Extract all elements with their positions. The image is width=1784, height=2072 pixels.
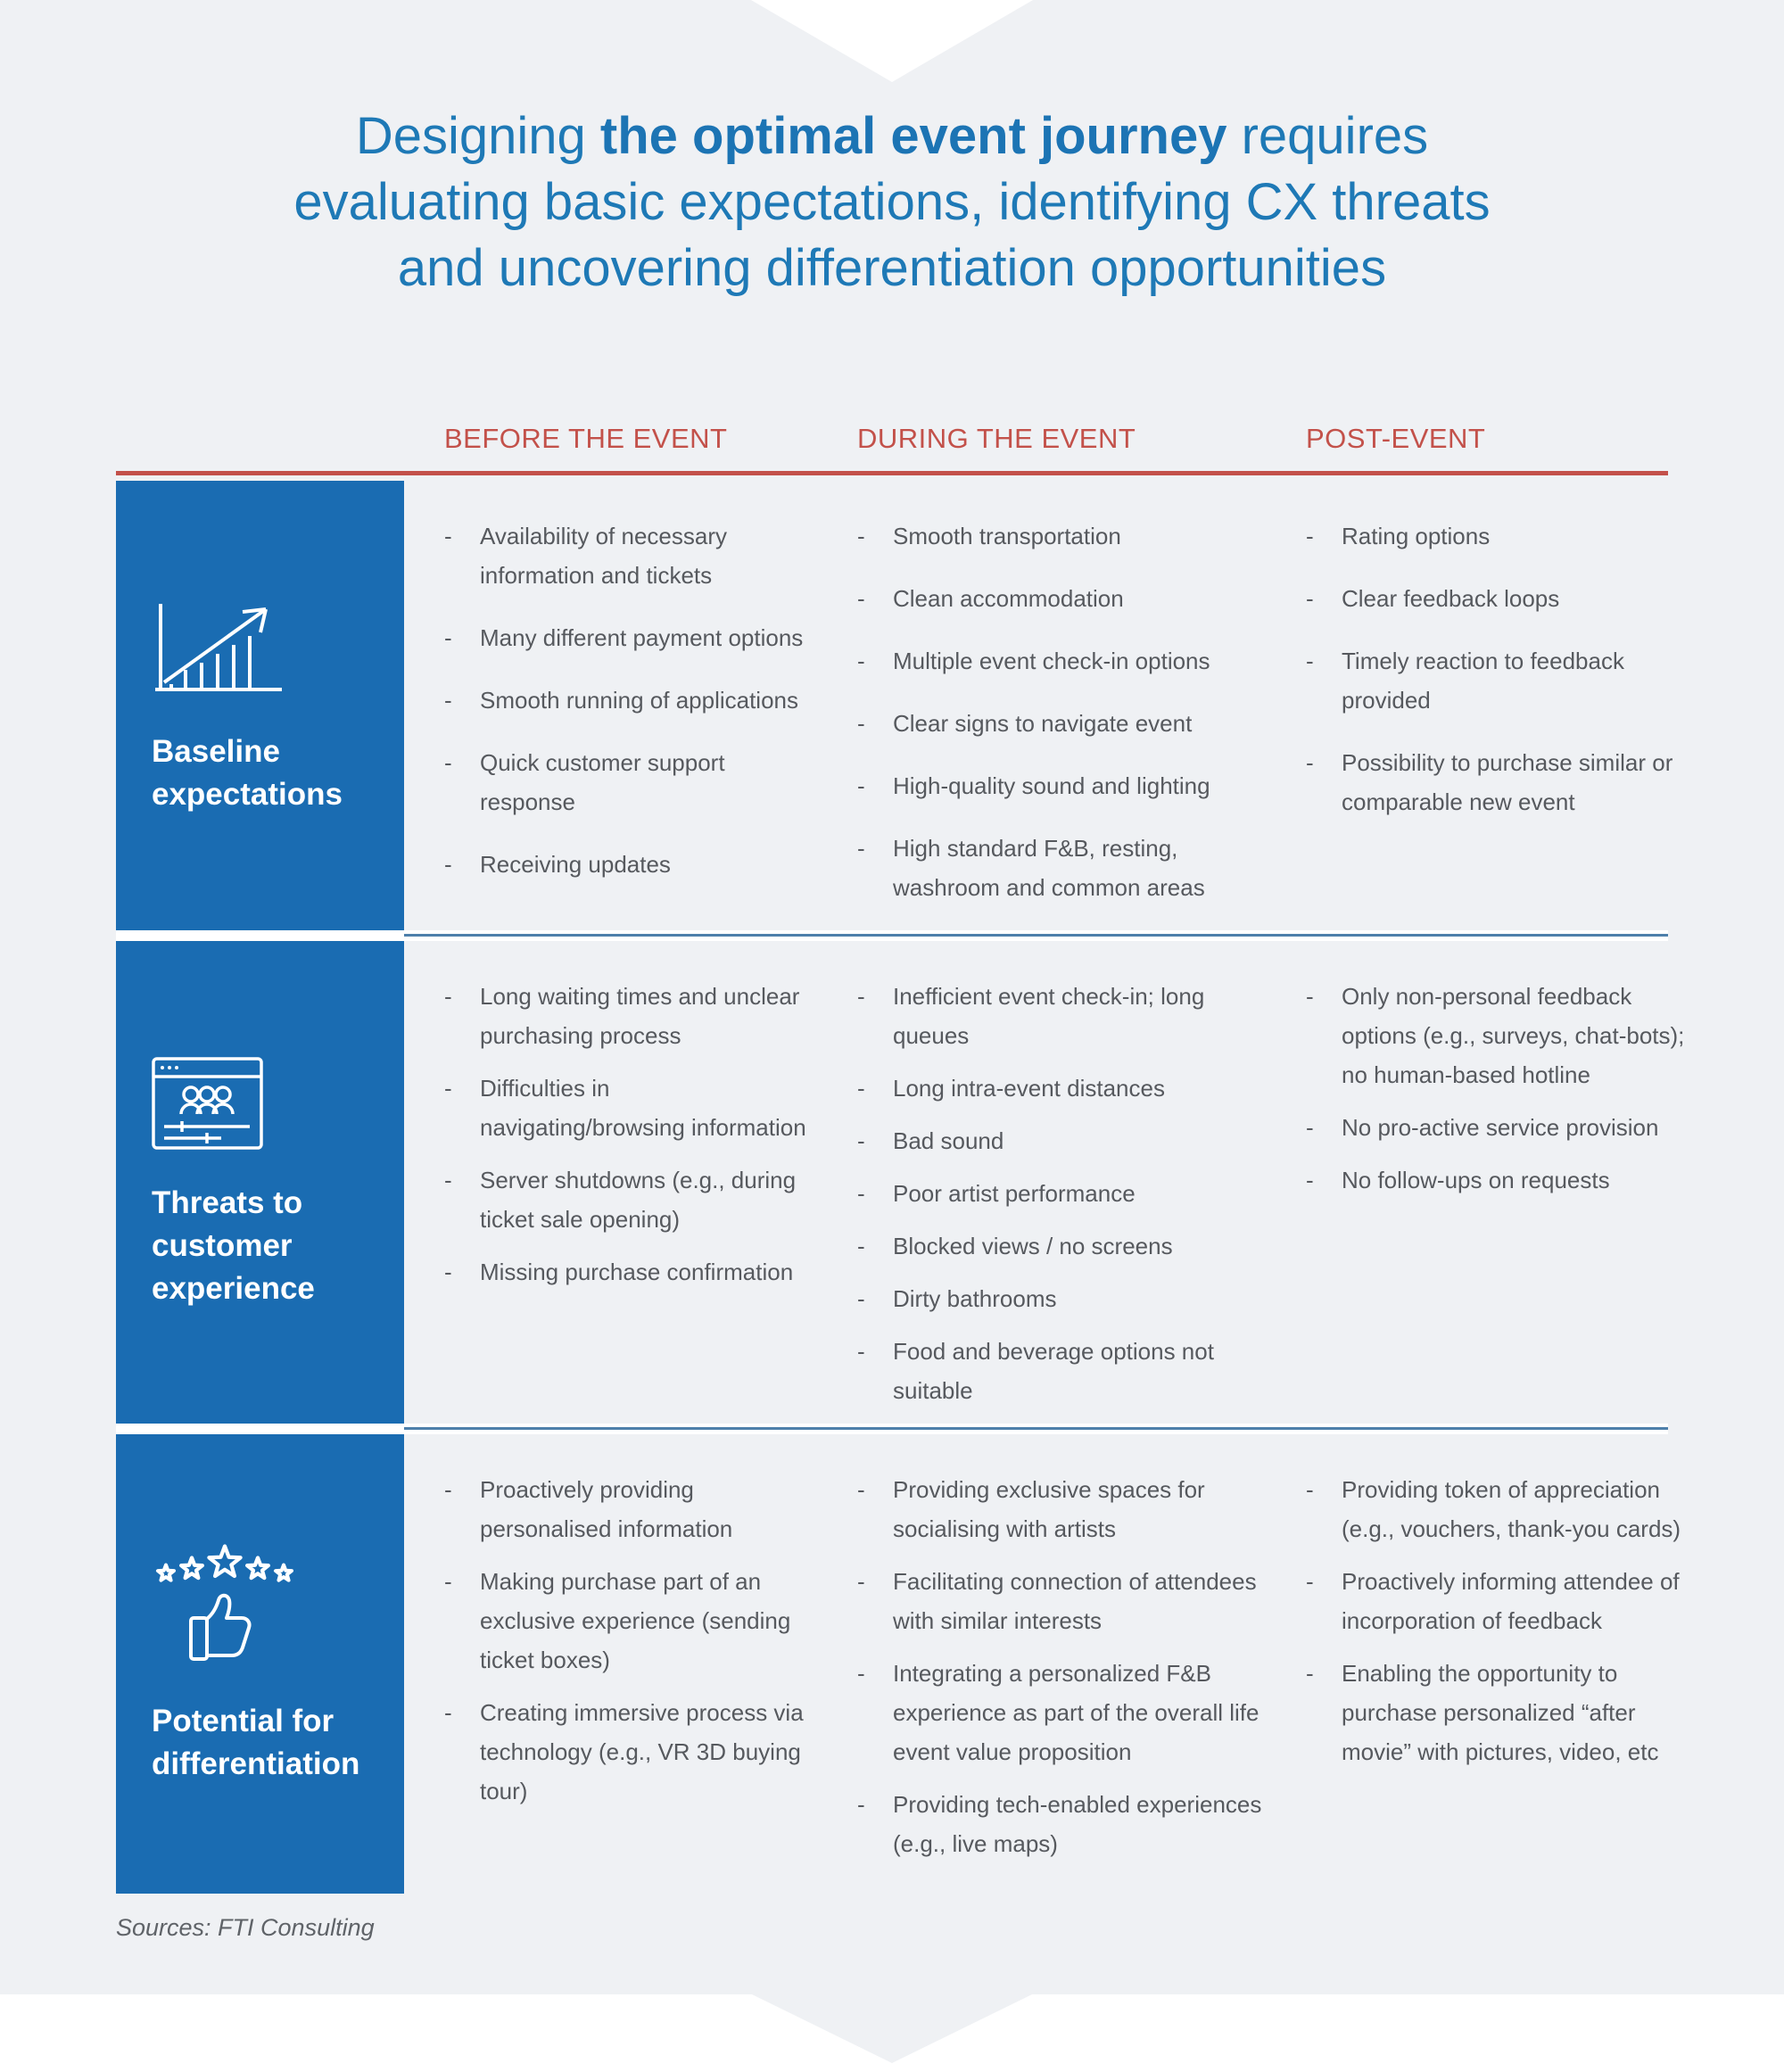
bullet-text: Smooth transportation (893, 523, 1121, 549)
row-header (116, 481, 404, 930)
bullet-item (857, 1785, 1266, 1863)
bullet-dash: - (857, 648, 865, 674)
bullet-dash: - (444, 1699, 452, 1726)
header-underline (116, 471, 1668, 475)
bullet-text: Facilitating connection of attendees with similar interests (893, 1568, 1257, 1634)
bullet-dash: - (857, 835, 865, 862)
row-divider (116, 1424, 1668, 1434)
bullet-text: Possibility to purchase similar or comparable new event (1342, 749, 1673, 815)
bullet-item (857, 1470, 1266, 1548)
title-line1-pre: Designing (355, 107, 600, 165)
bullet-item (857, 579, 1266, 618)
bullet-item (857, 1226, 1266, 1266)
matrix-row (116, 481, 1706, 930)
bullet-text: Smooth running of applications (480, 687, 799, 714)
cell-during-event (857, 1434, 1266, 1894)
bullet-item (444, 1470, 817, 1548)
bullet-item (857, 1279, 1266, 1318)
bullet-text: Availability of necessary information and tickets (480, 523, 727, 589)
bullet-dash: - (857, 1285, 865, 1312)
bullet-text: Multiple event check-in options (893, 648, 1210, 674)
bullet-item (857, 1562, 1266, 1640)
bullet-text: Long intra-event distances (893, 1075, 1165, 1102)
row-header (116, 1434, 404, 1894)
bullet-item (1306, 743, 1706, 821)
cell-during-event (857, 941, 1266, 1424)
bullet-dash: - (857, 983, 865, 1010)
bullet-text: Integrating a personalized F&B experience as part of the overall life event value proposition (893, 1660, 1260, 1765)
bullet-text: Quick customer support response (480, 749, 725, 815)
bullet-item (1306, 1562, 1706, 1640)
bullet-dash: - (1306, 585, 1314, 612)
matrix-row (116, 1434, 1706, 1894)
row-header (116, 941, 404, 1424)
bullet-item (444, 1160, 817, 1239)
cell-post-event (1306, 481, 1706, 930)
bullet-text: Inefficient event check-in; long queues (893, 983, 1205, 1049)
bullet-dash: - (444, 1075, 452, 1102)
bullet-dash: - (857, 1660, 865, 1687)
growth-chart-icon (152, 595, 379, 700)
row-divider (116, 930, 1668, 941)
source-note: Sources: FTI Consulting (116, 1914, 375, 1941)
bullet-text: Missing purchase confirmation (480, 1259, 794, 1285)
title-line3: and uncovering differentiation opportunities (397, 239, 1387, 297)
bullet-dash: - (857, 1233, 865, 1259)
bullet-item (857, 977, 1266, 1055)
title-line1-post: requires (1226, 107, 1429, 165)
bullet-item (1306, 1108, 1706, 1147)
bullet-text: Clear feedback loops (1342, 585, 1560, 612)
bottom-chevron-decoration (752, 1994, 1032, 2063)
row-header-label: Threats to customer experience (152, 1185, 315, 1306)
bullet-text: Dirty bathrooms (893, 1285, 1057, 1312)
bullet-text: Clear signs to navigate event (893, 710, 1193, 737)
bullet-item (857, 516, 1266, 556)
bullet-dash: - (1306, 523, 1314, 549)
bullet-dash: - (857, 772, 865, 799)
bullet-item (1306, 516, 1706, 556)
cell-before-event (444, 941, 817, 1424)
bullet-item (444, 1069, 817, 1147)
bullet-item (857, 704, 1266, 743)
bullet-text: Poor artist performance (893, 1180, 1136, 1207)
bullet-text: Providing tech-enabled experiences (e.g., live maps) (893, 1791, 1262, 1857)
bullet-dash: - (857, 710, 865, 737)
bullet-dash: - (1306, 983, 1314, 1010)
bullet-text: Enabling the opportunity to purchase personalized “after movie” with pictures, video, etc (1342, 1660, 1659, 1765)
bullet-text: No pro-active service provision (1342, 1114, 1659, 1141)
cell-before-event (444, 1434, 817, 1894)
bullet-text: Proactively informing attendee of incorporation of feedback (1342, 1568, 1680, 1634)
bullet-item (444, 681, 817, 720)
bullet-text: Server shutdowns (e.g., during ticket sale opening) (480, 1167, 797, 1233)
bullet-dash: - (1306, 1660, 1314, 1687)
bullet-dash: - (1306, 648, 1314, 674)
bullet-text: Blocked views / no screens (893, 1233, 1173, 1259)
bullet-text: Providing token of appreciation (e.g., vouchers, thank-you cards) (1342, 1476, 1681, 1542)
browser-users-icon (152, 1055, 379, 1152)
column-header-post-event: POST-EVENT (1306, 423, 1486, 454)
bullet-dash: - (857, 1338, 865, 1365)
bullet-item (857, 1069, 1266, 1108)
bullet-item (1306, 641, 1706, 720)
bullet-dash: - (1306, 1568, 1314, 1595)
bullet-item (444, 1562, 817, 1680)
cell-before-event (444, 481, 817, 930)
bullet-text: Bad sound (893, 1127, 1004, 1154)
bullet-item (1306, 1654, 1706, 1771)
title-line2: evaluating basic expectations, identifying CX threats (293, 173, 1491, 231)
bullet-text: Food and beverage options not suitable (893, 1338, 1214, 1404)
column-header-before-event: BEFORE THE EVENT (444, 423, 728, 454)
bullet-item (857, 1332, 1266, 1410)
bullet-dash: - (1306, 749, 1314, 776)
bullet-item (857, 641, 1266, 681)
bullet-dash: - (444, 851, 452, 878)
bullet-dash: - (857, 523, 865, 549)
bullet-dash: - (857, 1180, 865, 1207)
bullet-text: Creating immersive process via technology (e.g., VR 3D buying tour) (480, 1699, 804, 1804)
bullet-item (1306, 1470, 1706, 1548)
top-chevron-decoration (751, 0, 1033, 82)
bullet-dash: - (444, 624, 452, 651)
bullet-text: No follow-ups on requests (1342, 1167, 1610, 1193)
bullet-dash: - (444, 687, 452, 714)
bullet-text: Rating options (1342, 523, 1491, 549)
bullet-item (1306, 977, 1706, 1094)
title-line1-bold: the optimal event journey (599, 107, 1227, 165)
bullet-text: Proactively providing personalised information (480, 1476, 733, 1542)
bullet-text: High-quality sound and lighting (893, 772, 1210, 799)
cell-post-event (1306, 941, 1706, 1424)
bullet-dash: - (1306, 1476, 1314, 1503)
row-header-label: Potential for differentiation (152, 1703, 360, 1781)
bullet-item (1306, 579, 1706, 618)
bullet-item (444, 845, 817, 884)
bullet-text: Many different payment options (480, 624, 804, 651)
event-journey-matrix (116, 403, 1706, 1894)
bullet-dash: - (857, 585, 865, 612)
matrix-rows (116, 481, 1706, 1894)
column-header-during-event: DURING THE EVENT (857, 423, 1136, 454)
bullet-text: Timely reaction to feedback provided (1342, 648, 1624, 714)
bullet-item (444, 977, 817, 1055)
bullet-dash: - (444, 749, 452, 776)
bullet-dash: - (857, 1127, 865, 1154)
bullet-text: Clean accommodation (893, 585, 1124, 612)
bullet-dash: - (857, 1476, 865, 1503)
bullet-dash: - (1306, 1167, 1314, 1193)
bullet-text: Receiving updates (480, 851, 671, 878)
bullet-text: Difficulties in navigating/browsing information (480, 1075, 806, 1141)
bullet-item (857, 829, 1266, 907)
bullet-text: Long waiting times and unclear purchasing process (480, 983, 800, 1049)
bullet-item (444, 618, 817, 657)
bullet-dash: - (444, 523, 452, 549)
bullet-text: Providing exclusive spaces for socialising with artists (893, 1476, 1205, 1542)
bullet-dash: - (857, 1075, 865, 1102)
bullet-item (857, 1654, 1266, 1771)
bullet-item (444, 516, 817, 595)
bullet-dash: - (444, 1568, 452, 1595)
bullet-item (857, 766, 1266, 805)
bullet-text: High standard F&B, resting, washroom and common areas (893, 835, 1205, 901)
bullet-dash: - (444, 1167, 452, 1193)
bullet-dash: - (857, 1568, 865, 1595)
cell-during-event (857, 481, 1266, 930)
bullet-item (1306, 1160, 1706, 1200)
bullet-item (857, 1174, 1266, 1213)
row-divider-line (404, 1427, 1668, 1430)
bullet-text: Making purchase part of an exclusive experience (sending ticket boxes) (480, 1568, 791, 1673)
bullet-dash: - (857, 1791, 865, 1818)
row-header-label: Baseline expectations (152, 734, 343, 812)
bullet-item (444, 1252, 817, 1292)
cell-post-event (1306, 1434, 1706, 1894)
bullet-dash: - (444, 1476, 452, 1503)
bullet-item (444, 1693, 817, 1811)
page-title (0, 103, 1784, 301)
bullet-item (444, 743, 817, 821)
matrix-row (116, 941, 1706, 1424)
bullet-text: Only non-personal feedback options (e.g., surveys, chat-bots); no human-based hotline (1342, 983, 1685, 1088)
stars-thumbs-up-icon (152, 1543, 379, 1670)
bullet-dash: - (444, 1259, 452, 1285)
column-header-row (116, 403, 1706, 471)
bullet-dash: - (1306, 1114, 1314, 1141)
bullet-item (857, 1121, 1266, 1160)
row-divider-line (404, 934, 1668, 937)
bullet-dash: - (444, 983, 452, 1010)
